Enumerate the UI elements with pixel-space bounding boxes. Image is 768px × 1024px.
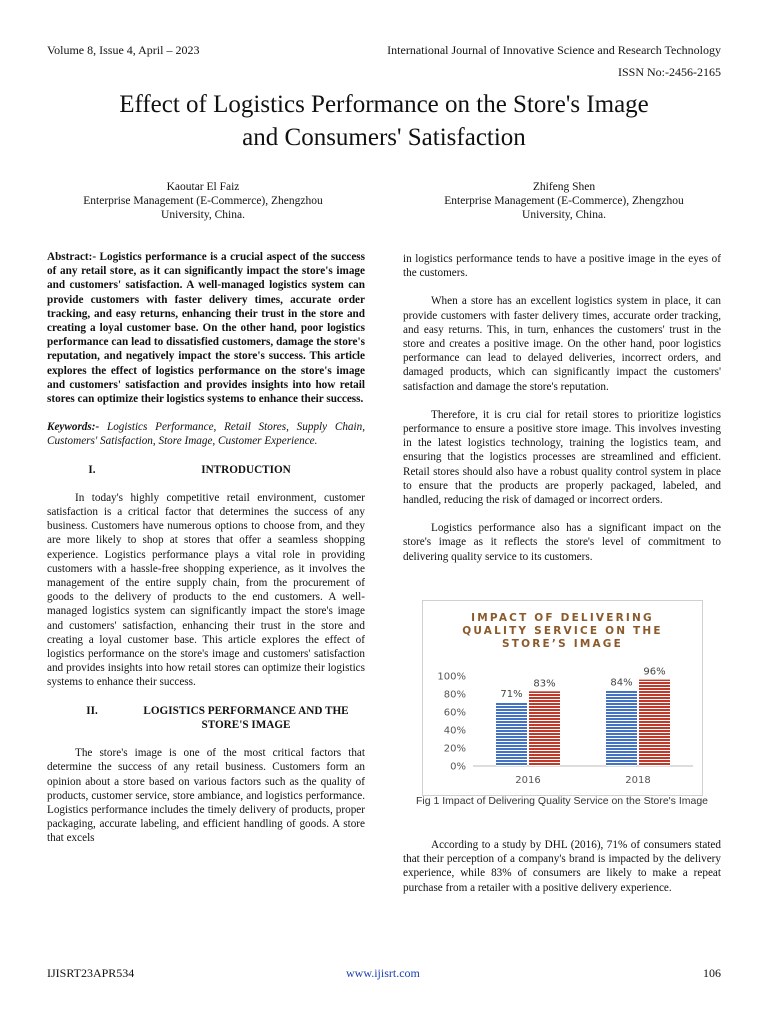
y-tick-label: 0% xyxy=(450,761,466,773)
author-affiliation: Enterprise Management (E-Commerce), Zhengzhou xyxy=(444,195,684,207)
paragraph: When a store has an excellent logistics system in place, it can provide customers with faster delivery times, accurate order tracking, and easy returns. This, in turn, enhances the customers' trust in the store and creates a positive image. On the other hand, poor logistics performance can lead to delayed deliveries, incorrect orders, and damaged products, which can significantly impact the customers' satisfaction and damage the store's reputation. xyxy=(403,295,721,393)
y-tick-label: 20% xyxy=(443,743,466,755)
paragraph: According to a study by DHL (2016), 71% of consumers stated that their perception of a company's brand is impacted by the delivery experience, while 83% of consumers are likely to make a repeat purchase from a retailer with a positive delivery experience. xyxy=(403,839,721,894)
chart-title-line: QUALITY SERVICE ON THE xyxy=(462,625,663,637)
data-label: 96% xyxy=(643,666,666,678)
author-name: Kaoutar El Faiz xyxy=(166,181,240,193)
left-column xyxy=(47,250,365,860)
author-affiliation: University, China. xyxy=(522,209,606,221)
abstract: Abstract:- Logistics performance is a crucial aspect of the success of any retail store, as it can significantly impact the store's image and customers' satisfaction. A well-managed logistics system can provide customers with faster delivery times, accurate order tracking, and easy returns, enhancing their trust in the store and creating a loyal customer base. On the other hand, poor logistics performance can lead to dissatisfied customers, damage the store's reputation, and negatively impact the store's success. This article explores the effect of logistics performance on the store's image and customers' satisfaction and provides insights into how retail stores can optimize their logistics systems to enhance their success. xyxy=(47,251,365,406)
paragraph: Therefore, it is cru cial for retail stores to prioritize logistics performance to ensure a positive store image. This involves investing in the latest logistics technology, training the logistics team, and ensuring that the logistics processes are streamlined and efficient. Retail stores should also have a robust quality control system in place to ensure that the products are properly packaged, labeled, and handled, reducing the risk of damaged or incorrect orders. xyxy=(403,408,721,507)
author-1 xyxy=(58,180,348,222)
y-tick-label: 100% xyxy=(437,671,466,683)
chart-title-line: IMPACT OF DELIVERING xyxy=(471,612,654,624)
title-line-2: and Consumers' Satisfaction xyxy=(242,124,526,151)
x-tick-label: 2016 xyxy=(515,775,541,786)
section-number: II. xyxy=(86,704,98,717)
data-label: 83% xyxy=(533,678,556,690)
section-title: INTRODUCTION xyxy=(201,463,291,476)
page-number: 106 xyxy=(703,966,721,980)
section2-paragraph: The store's image is one of the most critical factors that determine the success of any retail business. Customers form an opinion about a store based on various factors such as the quality of products, customer service, store ambiance, and logistics performance. Logistics performance includes the timely delivery of products, proper packaging, accurate labeling, and efficient handling of goods. A store that excels xyxy=(47,747,365,845)
bar-chart xyxy=(423,601,702,795)
keywords-text: Logistics Performance, Retail Stores, Supply Chain, Customers' Satisfaction, Store Image, Customer Experience. xyxy=(47,421,366,448)
bar xyxy=(639,680,670,766)
y-tick-label: 40% xyxy=(443,725,466,737)
bar xyxy=(606,690,637,766)
figure-chart xyxy=(422,600,703,796)
paper-title xyxy=(0,88,768,154)
y-tick-label: 60% xyxy=(443,707,466,719)
bar xyxy=(529,691,560,766)
journal-name: International Journal of Innovative Science and Research Technology xyxy=(387,43,721,57)
right-column-top xyxy=(403,252,721,578)
author-name: Zhifeng Shen xyxy=(532,181,596,193)
keywords xyxy=(47,420,365,448)
section-number: I. xyxy=(88,463,96,476)
section-heading-logistics xyxy=(47,704,365,732)
author-affiliation: Enterprise Management (E-Commerce), Zhengzhou xyxy=(83,195,323,207)
data-label: 84% xyxy=(610,677,633,689)
paragraph: Logistics performance also has a significant impact on the store's image as it reflects the store's level of commitment to delivering quality service to its customers. xyxy=(403,522,721,563)
x-tick-label: 2018 xyxy=(625,775,651,786)
author-affiliation: University, China. xyxy=(161,209,245,221)
journal-url-link[interactable]: www.ijisrt.com xyxy=(346,966,420,980)
section-heading-introduction xyxy=(47,463,365,477)
bar xyxy=(496,702,527,766)
y-tick-label: 80% xyxy=(443,689,466,701)
author-2 xyxy=(419,180,709,222)
paper-id: IJISRT23APR534 xyxy=(47,966,135,980)
intro-paragraph: In today's highly competitive retail environment, customer satisfaction is a critical factor that determines the success of any business. Customers have numerous options to choose from, and they are more likely to shop at stores that offer a seamless shopping experience. Logistics performance plays a vital role in providing customers with a hassle-free shopping experience, as it involves the management of the entire supply chain, from the procurement of goods to the delivery of products to the end customers. A well-managed logistics system can significantly impact the store's image and customers' satisfaction, enhancing their trust in the store and creating a loyal customer base. This article explores the effect of logistics performance on the store's image and customers' satisfaction and provides insights into how retail stores can optimize their logistics systems to enhance their success. xyxy=(47,491,365,689)
section-title: LOGISTICS PERFORMANCE AND THE STORE'S IMAGE xyxy=(143,704,349,731)
figure-caption: Fig 1 Impact of Delivering Quality Service on the Store's Image xyxy=(415,795,709,807)
keywords-label: Keywords:- xyxy=(47,421,100,434)
data-label: 71% xyxy=(500,689,523,701)
title-line-1: Effect of Logistics Performance on the Store's Image xyxy=(119,91,649,118)
paragraph: in logistics performance tends to have a positive image in the eyes of the customers. xyxy=(403,253,721,280)
issn: ISSN No:-2456-2165 xyxy=(617,65,721,79)
right-column-bottom xyxy=(403,838,721,909)
chart-title-line: STORE’S IMAGE xyxy=(502,638,623,650)
volume-info: Volume 8, Issue 4, April – 2023 xyxy=(47,43,200,57)
